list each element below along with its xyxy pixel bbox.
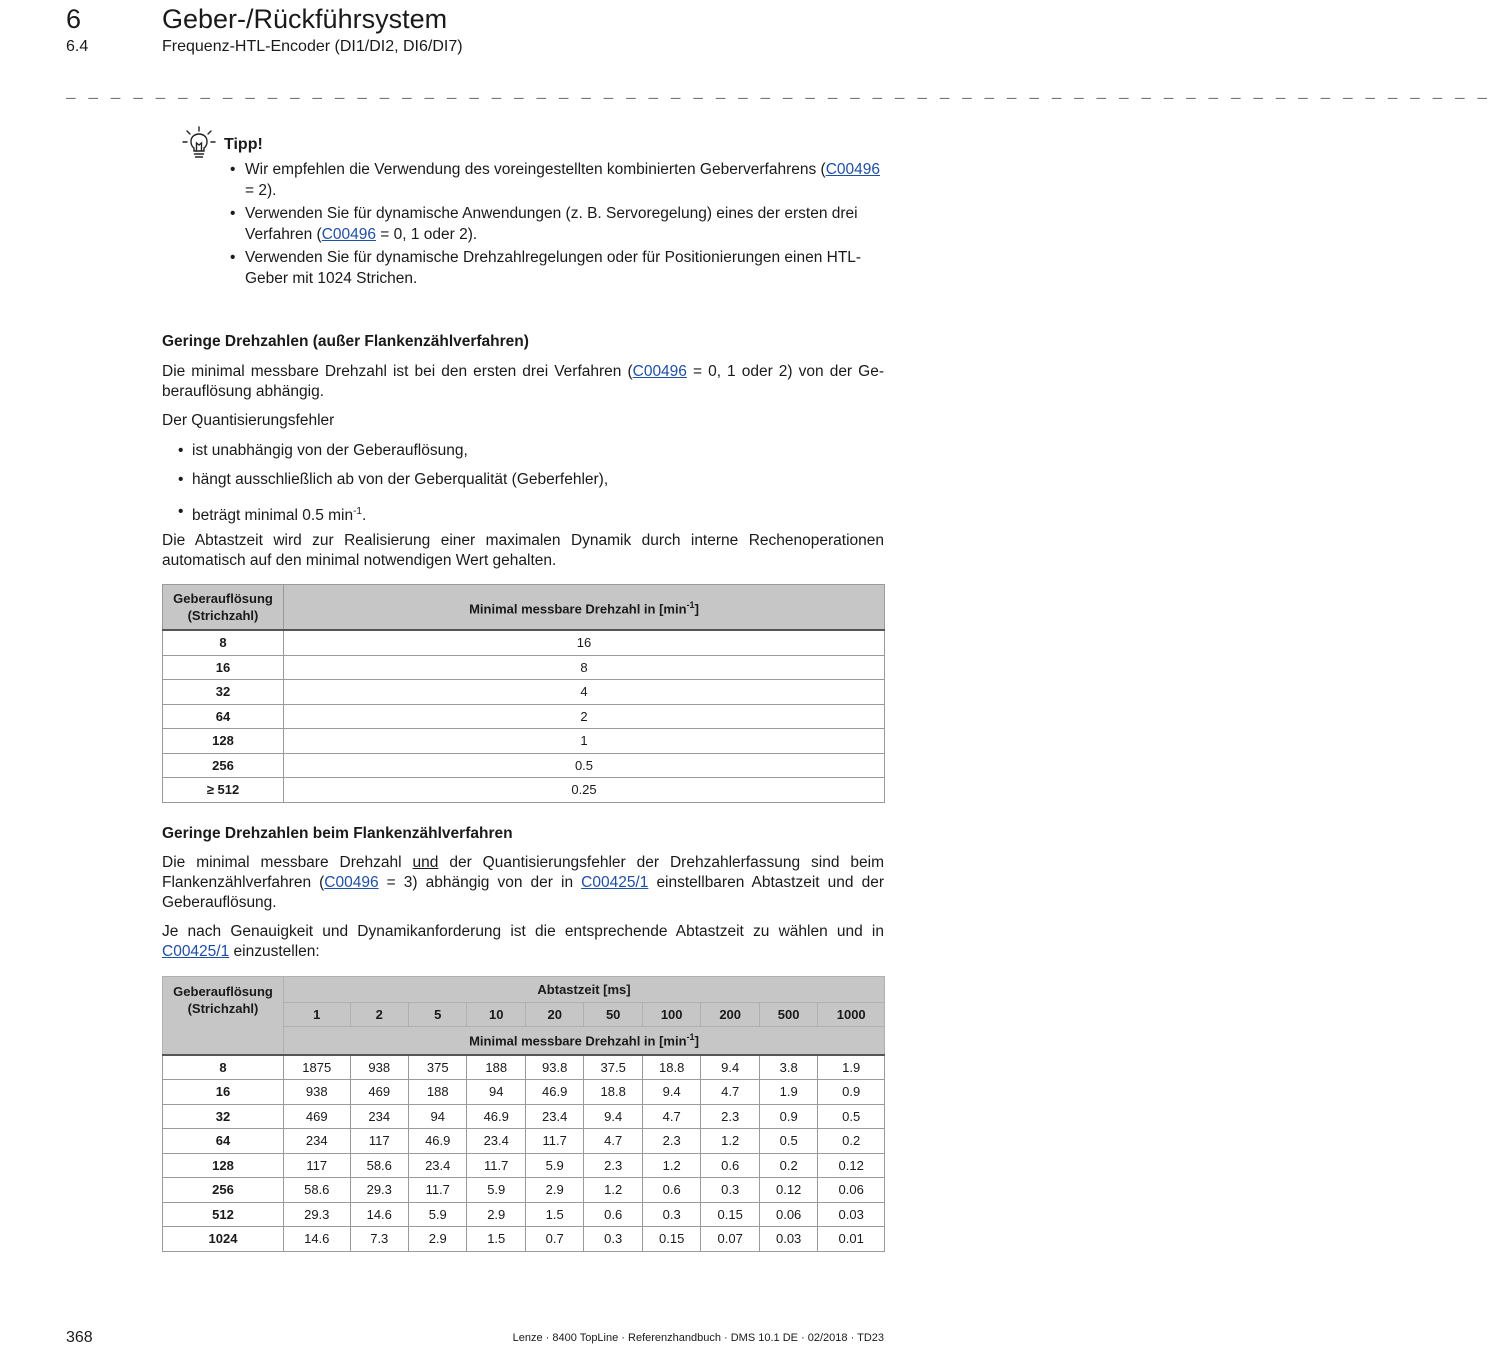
table-cell-value: 0.12	[818, 1153, 885, 1178]
table-cell-value: 1.2	[701, 1129, 759, 1154]
sub-header-min-speed: Minimal messbare Drehzahl in $[\min^{-1}]$	[284, 1027, 885, 1055]
table-cell-value: 1.9	[759, 1080, 817, 1105]
paragraph: Die Abtastzeit wird zur Realisierung einer maximalen Dynamik durch interne Rechenoperationen automatisch auf den minimal notwendigen Wert gehalten.	[162, 532, 884, 569]
table-cell-value: 46.9	[525, 1080, 583, 1105]
table-cell-value: 938	[350, 1055, 408, 1080]
table-cell-value: 0.5	[759, 1129, 817, 1154]
list-item: • hängt ausschließlich ab von der Geberqualität (Geberfehler),	[178, 467, 878, 496]
table-cell-value: 2.3	[584, 1153, 642, 1178]
paragraph: Je nach Genauigkeit und Dynamikanforderung ist die entsprechende Abtastzeit zu wählen und in C00425/1 einzustellen:	[162, 923, 884, 960]
table-cell-value: 5.9	[467, 1178, 525, 1203]
section-heading-low-speeds: Geringe Drehzahlen (außer Flankenzählverfahren)	[162, 333, 529, 350]
chapter-number: 6	[66, 4, 82, 34]
column-header-sample-time: 50	[584, 1003, 642, 1027]
table-cell-value: 2.9	[525, 1178, 583, 1203]
tip-title: Tipp!	[224, 136, 263, 153]
table-cell-value: 18.8	[642, 1055, 700, 1080]
table-cell-value: 5.9	[409, 1202, 467, 1227]
table-cell-value: 0.2	[759, 1153, 817, 1178]
table-cell-value: 23.4	[467, 1129, 525, 1154]
quantization-error-list	[178, 438, 878, 528]
table-cell-resolution: 128	[163, 1153, 284, 1178]
table-cell-value: 0.06	[759, 1202, 817, 1227]
table-cell-value: 9.4	[642, 1080, 700, 1105]
section-title: Frequenz-HTL-Encoder (DI1/DI2, DI6/DI7)	[162, 38, 463, 55]
table-row: 128 1	[163, 729, 885, 754]
column-header-sample-time: 2	[350, 1003, 408, 1027]
paragraph: Die minimal messbare Drehzahl und der Quantisierungsfehler der Drehzahlerfassung sind beim Flankenzählverfahren (C00496 = 3) abhängig von der in C00425/1 einstellbaren Abtastzeit und der Geberauflösung.	[162, 854, 884, 911]
table-cell-value: 188	[409, 1080, 467, 1105]
column-header-resolution: Geberauflösung (Strichzahl)	[163, 977, 284, 1055]
table-row	[163, 1080, 885, 1105]
table-cell-value: 188	[467, 1055, 525, 1080]
table-row	[163, 1178, 885, 1203]
table-row	[163, 1227, 885, 1252]
table-cell-value: 14.6	[350, 1202, 408, 1227]
table-row: 256 0.5	[163, 753, 885, 778]
paragraph: Der Quantisierungsfehler	[162, 412, 335, 429]
table-cell-resolution: 512	[163, 1202, 284, 1227]
column-header-resolution: Geberauflösung (Strichzahl)	[163, 585, 284, 631]
table-row	[163, 1202, 885, 1227]
min-speed-table	[162, 584, 885, 803]
table-cell-resolution: 32	[163, 1104, 284, 1129]
list-item: • beträgt minimal 0.5 $\min^{-1}$.	[178, 499, 878, 528]
table-row: 64 2	[163, 704, 885, 729]
column-header-sample-time: 100	[642, 1003, 700, 1027]
list-item: • ist unabhängig von der Geberauflösung,	[178, 438, 878, 467]
table-cell-value: 0.6	[642, 1178, 700, 1203]
table-cell-value: 0.2	[818, 1129, 885, 1154]
table-row: 16 8	[163, 655, 885, 680]
table-cell-value: 46.9	[467, 1104, 525, 1129]
link-c00496[interactable]: C00496	[632, 363, 687, 380]
link-c00496[interactable]: C00496	[321, 225, 376, 243]
lightbulb-icon	[182, 126, 216, 162]
table-cell-value: 0.15	[642, 1227, 700, 1252]
table-cell-resolution: 256	[163, 1178, 284, 1203]
column-header-sample-time: 1000	[818, 1003, 885, 1027]
table-cell-value: 11.7	[409, 1178, 467, 1203]
table-cell-value: 117	[350, 1129, 408, 1154]
table-row: 32 4	[163, 680, 885, 705]
table-cell-value: 0.5	[818, 1104, 885, 1129]
table-cell-value: 0.3	[701, 1178, 759, 1203]
table-cell-value: 0.9	[818, 1080, 885, 1105]
column-header-sample-time: 20	[525, 1003, 583, 1027]
table-cell-value: 2.9	[409, 1227, 467, 1252]
link-c00496[interactable]: C00496	[324, 874, 379, 891]
table-cell-value: 0.07	[701, 1227, 759, 1252]
link-c00425-1[interactable]: C00425/1	[162, 943, 230, 960]
page-number: 368	[66, 1329, 93, 1346]
table-cell-value: 4.7	[584, 1129, 642, 1154]
table-cell-value: 46.9	[409, 1129, 467, 1154]
table-cell-value: 1.2	[642, 1153, 700, 1178]
column-header-sample-time: 1	[284, 1003, 351, 1027]
table-cell-value: 58.6	[350, 1153, 408, 1178]
table-row	[163, 1055, 885, 1080]
table-cell-value: 5.9	[525, 1153, 583, 1178]
table-cell-value: 938	[284, 1080, 351, 1105]
table-cell-value: 375	[409, 1055, 467, 1080]
table-cell-value: 18.8	[584, 1080, 642, 1105]
section-number: 6.4	[66, 38, 89, 55]
table-cell-value: 0.03	[759, 1227, 817, 1252]
table-cell-value: 11.7	[467, 1153, 525, 1178]
table-row	[163, 1153, 885, 1178]
table-cell-value: 0.6	[701, 1153, 759, 1178]
table-cell-value: 0.06	[818, 1178, 885, 1203]
table-cell-value: 94	[467, 1080, 525, 1105]
table-cell-value: 93.8	[525, 1055, 583, 1080]
table-cell-value: 4.7	[642, 1104, 700, 1129]
link-c00425-1[interactable]: C00425/1	[581, 874, 649, 891]
table-cell-resolution: 64	[163, 1129, 284, 1154]
table-cell-value: 1.2	[584, 1178, 642, 1203]
table-cell-value: 0.03	[818, 1202, 885, 1227]
table-cell-value: 11.7	[525, 1129, 583, 1154]
table-cell-value: 0.7	[525, 1227, 583, 1252]
table-cell-value: 7.3	[350, 1227, 408, 1252]
table-cell-value: 234	[284, 1129, 351, 1154]
table-cell-value: 0.01	[818, 1227, 885, 1252]
table-cell-value: 469	[350, 1080, 408, 1105]
column-header-sample-time: 10	[467, 1003, 525, 1027]
table-cell-value: 234	[350, 1104, 408, 1129]
tip-item: • Wir empfehlen die Verwendung des voreingestellten kombinierten Geberverfahrens (C00496 = 2).	[230, 160, 890, 201]
table-cell-value: 0.3	[584, 1227, 642, 1252]
table-cell-value: 9.4	[584, 1104, 642, 1129]
table-cell-value: 1.9	[818, 1055, 885, 1080]
table-cell-value: 117	[284, 1153, 351, 1178]
table-cell-value: 9.4	[701, 1055, 759, 1080]
tip-item: • Verwenden Sie für dynamische Drehzahlregelungen oder für Positionierungen einen HTL-Geber mit 1024 Strichen.	[230, 248, 890, 289]
header-dashed-rule: _ _ _ _ _ _ _ _ _ _ _ _ _ _ _ _ _ _ _ _ _ _ _ _ _ _ _ _ _ _ _ _ _ _ _ _ _ _ _ _ _ _ _ _ _ _ _ _ _ _ _ _ _ _ _ _ _ _ _ _ _ _ _ _	[66, 84, 1489, 102]
table-cell-value: 1.5	[467, 1227, 525, 1252]
column-header-min-speed: Minimal messbare Drehzahl in $[\min^{-1}]$	[284, 585, 885, 631]
table-cell-value: 58.6	[284, 1178, 351, 1203]
table-cell-value: 0.15	[701, 1202, 759, 1227]
paragraph: Die minimal messbare Drehzahl ist bei den ersten drei Verfahren (C00496 = 0, 1 oder 2) von der Ge-berauflösung abhängig.	[162, 363, 884, 400]
table-row: ≥ 512 0.25	[163, 778, 885, 803]
section-heading-edge-counting: Geringe Drehzahlen beim Flankenzählverfahren	[162, 825, 513, 842]
column-group-header-sample-time: Abtastzeit [ms]	[284, 977, 885, 1003]
column-header-sample-time: 500	[759, 1003, 817, 1027]
column-header-sample-time: 5	[409, 1003, 467, 1027]
table-row	[163, 1129, 885, 1154]
table-cell-value: 4.7	[701, 1080, 759, 1105]
table-cell-value: 37.5	[584, 1055, 642, 1080]
tip-item: • Verwenden Sie für dynamische Anwendungen (z. B. Servoregelung) eines der ersten drei Verfahren (C00496 = 0, 1 oder 2).	[230, 204, 890, 245]
table-cell-value: 0.9	[759, 1104, 817, 1129]
tip-list	[230, 160, 890, 292]
table-cell-value: 0.3	[642, 1202, 700, 1227]
table-cell-value: 2.9	[467, 1202, 525, 1227]
table-cell-value: 94	[409, 1104, 467, 1129]
table-cell-value: 29.3	[284, 1202, 351, 1227]
table-row	[163, 1104, 885, 1129]
link-c00496[interactable]: C00496	[825, 161, 881, 178]
table-cell-resolution: 8	[163, 1055, 284, 1080]
table-cell-value: 1.5	[525, 1202, 583, 1227]
table-cell-value: 3.8	[759, 1055, 817, 1080]
table-cell-value: 23.4	[525, 1104, 583, 1129]
table-cell-value: 0.12	[759, 1178, 817, 1203]
table-cell-value: 2.3	[701, 1104, 759, 1129]
table-cell-value: 0.6	[584, 1202, 642, 1227]
sample-time-table	[162, 976, 885, 1252]
column-header-sample-time: 200	[701, 1003, 759, 1027]
table-cell-resolution: 1024	[163, 1227, 284, 1252]
table-cell-value: 23.4	[409, 1153, 467, 1178]
table-cell-resolution: 16	[163, 1080, 284, 1105]
table-cell-value: 469	[284, 1104, 351, 1129]
footer-reference: Lenze · 8400 TopLine · Referenzhandbuch · DMS 10.1 DE · 02/2018 · TD23	[512, 1332, 884, 1344]
chapter-title: Geber-/Rückführsystem	[162, 4, 448, 34]
table-cell-value: 1875	[284, 1055, 351, 1080]
table-row: 8 16	[163, 630, 885, 655]
table-cell-value: 2.3	[642, 1129, 700, 1154]
table-cell-value: 29.3	[350, 1178, 408, 1203]
table-cell-value: 14.6	[284, 1227, 351, 1252]
